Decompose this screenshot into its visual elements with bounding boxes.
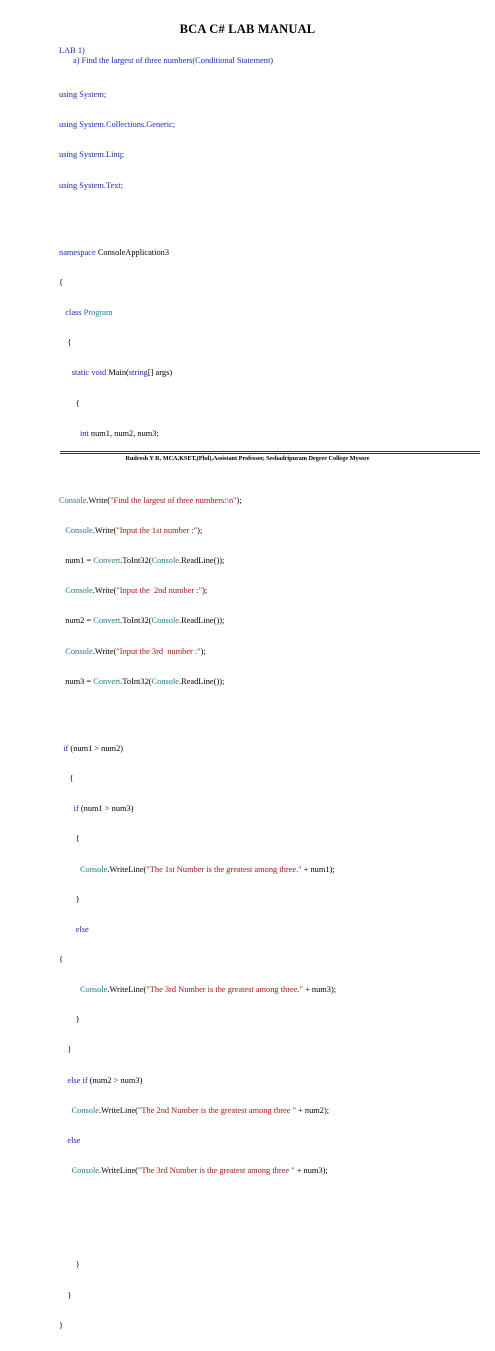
code-line: using System.Linq; xyxy=(59,150,125,160)
code-line: Console.Write("Find the largest of three numbers:\n"); xyxy=(59,495,242,505)
code-line: int num1, num2, num3; xyxy=(79,428,159,438)
page-footer: Rudresh Y R, MCA,KSET,(Phd),Assistant Professor, Seshadripuram Degree College Mysore xyxy=(125,455,370,462)
code-line: } xyxy=(67,1290,72,1300)
code-line: } xyxy=(75,1015,80,1025)
code-line: } xyxy=(75,894,80,904)
code-line: } xyxy=(59,1320,64,1330)
footer-divider xyxy=(60,451,480,454)
code-line: } xyxy=(67,1045,72,1055)
code-line: { xyxy=(75,834,80,844)
lab-question: a) Find the largest of three numbers(Conditional Statement) xyxy=(73,56,274,66)
code-line: num3 = Convert.ToInt32(Console.ReadLine()); xyxy=(65,676,225,686)
code-line: Console.Write("Input the 3rd number :"); xyxy=(65,646,206,656)
code-line: Console.Write("Input the 1st number :"); xyxy=(65,526,203,536)
code-line: num1 = Convert.ToInt32(Console.ReadLine()); xyxy=(65,556,225,566)
code-line: if (num1 > num2) xyxy=(63,744,124,754)
code-line: class Program xyxy=(65,308,113,318)
code-line: { xyxy=(67,338,72,348)
code-line: static void Main(string[] args) xyxy=(71,368,173,378)
code-line: num2 = Convert.ToInt32(Console.ReadLine()); xyxy=(65,616,225,626)
code-line: else xyxy=(67,1135,81,1145)
code-listing xyxy=(59,70,484,1351)
lab-number: LAB 1) xyxy=(59,46,85,55)
code-line: } xyxy=(75,1260,80,1270)
code-line: { xyxy=(75,398,80,408)
code-line: namespace ConsoleApplication3 xyxy=(59,247,170,257)
code-line: { xyxy=(59,277,64,287)
page-title: BCA C# LAB MANUAL xyxy=(179,22,316,36)
code-line: using System.Text; xyxy=(59,180,124,190)
code-line: Console.WriteLine("The 2nd Number is the greatest among three " + num2); xyxy=(71,1105,330,1115)
code-line: { xyxy=(69,774,74,784)
code-line: { xyxy=(59,955,64,965)
code-line: using System.Collections.Generic; xyxy=(59,120,176,130)
code-line: Console.WriteLine("The 3rd Number is the greatest among three." + num3); xyxy=(79,985,337,995)
code-line: using System; xyxy=(59,90,107,100)
code-line: Console.WriteLine("The 3rd Number is the greatest among three " + num3); xyxy=(71,1166,328,1176)
code-line: Console.WriteLine("The 1st Number is the greatest among three." + num1); xyxy=(79,864,335,874)
code-line: if (num1 > num3) xyxy=(73,804,134,814)
code-line: else if (num2 > num3) xyxy=(67,1075,143,1085)
code-line: Console.Write("Input the 2nd number :"); xyxy=(65,586,208,596)
lab-heading xyxy=(59,46,273,66)
code-line: else xyxy=(75,924,89,934)
